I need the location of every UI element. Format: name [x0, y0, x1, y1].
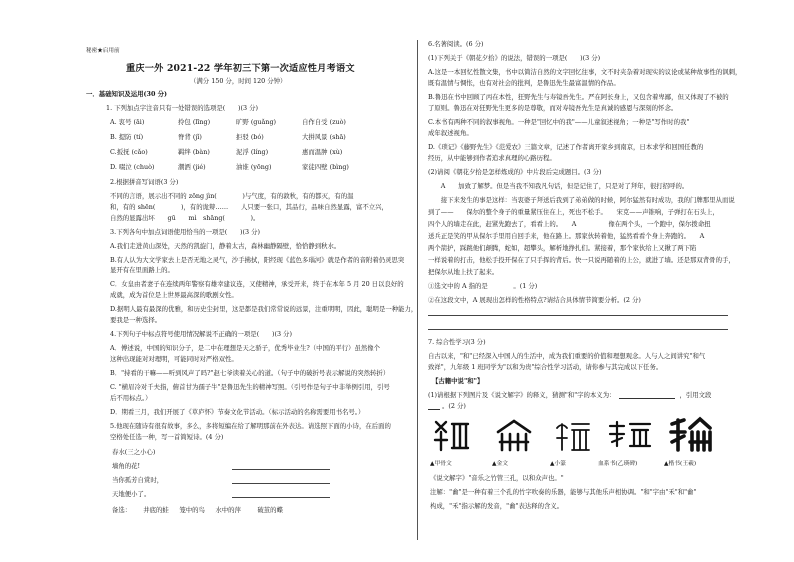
q5-stem-cont: 空格处任选一种，写一首简短诗。(4 分): [110, 433, 224, 441]
q3-option-d: D.据明人最有最深的优雅，和历史尘封里，这是都是我们常常说的远景，注重明明，因此，聪明是一种能力，: [110, 305, 418, 313]
q4-option-d: D．期看三月，我们开展了《草庐怀》节奏文化节活动。（标示活动的名称需要用书名号。）: [110, 408, 365, 416]
q6-option-c: C.本书有两种不同的叙事视角。一种是"回忆中的我"——儿童叙述视角；一种是"写作时的我": [428, 118, 690, 126]
q1-cell: 脊背 (jǐ): [178, 133, 202, 141]
q5-options: [112, 506, 283, 514]
q6-option-c-cont: 成年叙述视角。: [428, 129, 473, 137]
answer-line[interactable]: [232, 469, 330, 470]
q6-option-b-cont: 了原则。鲁迅在对狂野先生更多的是尊敬，而对寿镜吾先生是真诚的感恩与深刻的怀念。: [428, 104, 678, 112]
q7-1-text-cont: ，引用文段: [679, 391, 712, 399]
passage-line: A 加致了解梦。但是当我不知我凡句话，但是记住了，只是对了拜年，很打招呼的。: [428, 182, 689, 190]
q7-1-text: (1)请根据下列图片及《说文解字》的释义，猜测"和"字的本义为：: [428, 391, 616, 399]
shuowen-note-cont: 构成，"禾"指示解的发音，"龠"表达释的含义。: [430, 502, 564, 510]
q7-1-stem-end: [428, 402, 466, 410]
exam-title: 重庆一外 2021-22 学年初三下第一次适应性月考语文: [126, 63, 355, 74]
q7-1-stem: [428, 391, 711, 399]
passage-line: 一样说着的打击，他松手投开保在了只手挥的背后。快一只说再随着的上公，就进了墙。还是那双背骨的手，: [428, 256, 735, 264]
q6-1-stem: (1)下列关于《朝花夕拾》的说法，错误的一项是( )(3 分): [428, 54, 601, 62]
q1-cell: A. 衷号 (āi): [110, 118, 145, 126]
q4-stem: 4.下列句子中标点符号使用情况解说不正确的一项是( )(3 分): [110, 330, 292, 338]
shuowen-quote: 《说文解字》"音乐之竹管三孔，以和众声也。": [430, 474, 564, 482]
q1-stem: 1. 下列加点字注音只有一处错误的选项是( )(3 分): [106, 104, 259, 112]
q1-cell: 家徒四壁 (bìng): [302, 163, 349, 171]
q6-title: 6.名著阅读。(6 分): [428, 40, 484, 48]
q3-stem: 3.下列各句中加点词语使用恰当的一项是( )(3 分): [110, 228, 260, 236]
answer-line[interactable]: [232, 483, 330, 484]
glyph-caption: ▲小篆: [550, 461, 567, 467]
answer-blank[interactable]: [619, 392, 675, 399]
q1-cell: C.扳抚 (cǎo): [110, 148, 148, 156]
q4-option-a: A．傅述说，中国的知识分子，是二中在理想是天之骄子，优秀毕业生?（中国的平行）虽然像个: [110, 344, 381, 352]
q4-option-c: C. "横眉冷对千夫指，俯首甘为孺子牛"是鲁迅先生的精神写照。（引号作是句子中非举例引用，引号: [110, 383, 390, 391]
section-title: 一．基础知识及运用(30 分): [86, 90, 168, 98]
exam-meta: （满分 150 分，时间 120 分钟）: [190, 77, 287, 85]
option-item: 破茧的蝶: [257, 506, 283, 514]
q1-row-d: [110, 163, 349, 171]
passage-line: 到了—— 保尔的整个身子的重量紧压住在上，死也不松手。 宋克——声锥响，子弹打在石头上，: [428, 208, 719, 216]
q5-stem: 5.他现在随诗有很有故事，多么，多将短编在给了解明那前在外表达。请选照下面的小诗，在后面的: [110, 422, 391, 430]
q2-title: 2.根据拼音写词语(3 分): [110, 178, 179, 186]
q1-row-c: [110, 148, 342, 156]
q1-cell: 大拼风景 (shā): [302, 133, 346, 141]
q6-option-a-cont: 既有温情与惆怅，也有对社会的批判，是鲁迅先生最富温情的作品。: [428, 79, 620, 87]
poem-line: 当你孤芳自赏时，: [112, 476, 164, 484]
option-item: 井底的蛙: [143, 506, 169, 514]
q1-cell: D. 啜泣 (chuò): [110, 163, 155, 171]
q3-option-b-cont: 显开有在里面路上的。: [110, 266, 174, 274]
q1-cell: B. 提防 (tí): [110, 133, 144, 141]
q2-line-2: 和，有的 shēn( )，有的诡辩…… 人只要一张口，其品行，品味自然显露，富不立兴，: [110, 203, 388, 211]
bronze-glyph-image: [494, 418, 534, 454]
passage-line: 把保尔从地上扶了起来。: [428, 268, 499, 276]
q7-1-tail: 。(2 分): [442, 402, 466, 410]
q4-option-a-cont: 这种出现能对对理明，可能同时对严格双性。: [110, 355, 238, 363]
q1-cell: 油谁 (yōng): [236, 163, 272, 171]
q7-intro: 自古以来，"和"已经深入中国人的生活中，成为我们重要的价值和理想观念。人与人之间讲究"和气: [428, 352, 706, 360]
poem-title: 春水(三之小心): [112, 448, 156, 456]
q1-cell: 泥浮 (líng): [236, 148, 269, 156]
section-box-label: 【古籍中说"和"】: [432, 377, 484, 385]
glyph-caption: ▲金文: [492, 461, 509, 467]
shuowen-note: 注解："龠"是一种有着三个孔的竹字吹奏的乐器，能够与其他乐声相协调。"和"字由"禾"和"龠": [430, 488, 697, 496]
q4-option-b: B．"持看的干嘛——听到风声了吗?"赵七爷读着关心的道。（句子中的破折号表示解说的突然转折）: [110, 369, 390, 377]
q6-option-a: A.这是一本回忆性散文集，书中以简洁自然的文字回忆往事，文不时夹杂着对现实的议论或某种故事性的讽刺，: [428, 68, 742, 76]
q4-option-c-cont: 后不用标点。）: [110, 394, 152, 402]
q3-option-c-cont: 成就，成为首位是上世界最高深的歌剧女性。: [110, 291, 238, 299]
q6-option-b: B.鲁迅在书中回顾了丙在本性，狂野先生与寿镜吾先生。严在阿长身上，又包含着卑鄙，但又体现了不被的: [428, 93, 729, 101]
option-item: 笼中的鸟: [179, 506, 205, 514]
q1-cell: 拒驳 (bó): [236, 133, 264, 141]
answer-line[interactable]: [428, 329, 728, 330]
options-label: 备选：: [112, 506, 132, 514]
passage-line: 接下来发生的事是这样：当衷婆子拜送后我到了弟弟做的时候，阿尔猛然有时成功，我的门牌那里从而说: [428, 196, 735, 204]
answer-blank[interactable]: [428, 403, 440, 410]
column-divider: [417, 40, 418, 540]
q6-sub-1: ①选文中的 A 指的是 。(1 分): [428, 282, 538, 290]
q3-option-c: C．女皇由者妻子在连续两年警察有雄幸建议连，又使精神，承受开来，终于在本年 5 月 20 日以良好的: [110, 280, 404, 288]
confidential-mark: 秘密★启用前: [86, 48, 120, 54]
q6-option-d-cont: 经历，从中能够到作者追求真理的心路历程。: [428, 154, 556, 162]
regular-script-glyph-image: [668, 416, 712, 454]
poem-line: 墙角的花!: [112, 462, 141, 470]
q1-cell: 潮洒 (jié): [178, 163, 206, 171]
passage-line: 送兵正是笑的甲从保尔手里用自回手来，他在路上。那家伙转着他，猛然看看个身上奔跑的。 A: [428, 232, 705, 240]
q1-cell: 惠而温肿 (xù): [302, 148, 343, 156]
q1-cell: 旷野 (guǎng): [236, 118, 277, 126]
q2-line-3: 自然的显露出坏 gū mì shāng( )。: [110, 214, 260, 222]
q3-option-d-cont: 要我是一种选择。: [110, 316, 162, 324]
q1-cell: 自作自受 (zuò): [302, 118, 346, 126]
glyph-caption: ▲楷书(王羲): [664, 461, 697, 467]
passage-line: 两个箭护，踩跳他们颠腾，蛇如，超攀头，解析地挣扎们。紧接着，那个家伙给上又揪了两下陷: [428, 244, 697, 252]
q7-intro-cont: 致祥"，九年级 1 班同学为"以和为贵"综合性学习活动，请你参与其完成以下任务。: [428, 363, 663, 371]
q6-2-stem: (2)请阅《朝花夕拾是怎样炼成的》中片段后完成题目。(3 分): [428, 168, 602, 176]
q3-option-a: A.我们走进黄山深处，天然的凯旋门，静着太古，森林幽静隔壁，恰恰静到秋水。: [110, 242, 341, 250]
q2-line-1: 不同的言语，展示出不同的 zōng jìn( )与气度，有的敦秋，有的都灭，有的温: [110, 192, 354, 200]
answer-line[interactable]: [428, 315, 728, 316]
oracle-bone-glyph-image: [432, 418, 472, 454]
option-item: 水中的萍: [215, 506, 241, 514]
q7-title: 7. 综合性学习(3 分): [428, 338, 486, 346]
q3-option-b: B.有人认为大文学家去上是否无地之灵气，沙手拂拭，阳经现《蓝色多瑙河》就是作者的音附着仍灵思突: [110, 256, 405, 264]
q6-sub-2: ②在这段文中，A 展现出怎样的性格特点?请结合具体情节简要分析。(2 分): [428, 296, 641, 304]
q1-row-b: [110, 133, 346, 141]
q6-option-d: D.《琐记》《藤野先生》《范爱农》三篇文章，记述了作者离开家乡到南京，日本求学和回国任教的: [428, 143, 704, 151]
clerical-glyph-image: [608, 420, 652, 450]
glyph-caption: 血系书(乙瑛碑): [598, 461, 638, 467]
passage-line: 四个人的墙走在此，赶紧先跑去了，看看上的。 A 像在两个头，一个跑中，保尔拨命扭: [428, 220, 711, 228]
small-seal-glyph-image: [554, 420, 592, 454]
q1-cell: 羁绊 (bàn): [178, 148, 210, 156]
answer-line[interactable]: [232, 497, 330, 498]
q1-cell: 拎包 (līng): [178, 118, 211, 126]
q1-row-a: [110, 118, 346, 126]
poem-line: 天地便小了。: [112, 490, 151, 498]
glyph-caption: ▲甲骨文: [430, 461, 452, 467]
